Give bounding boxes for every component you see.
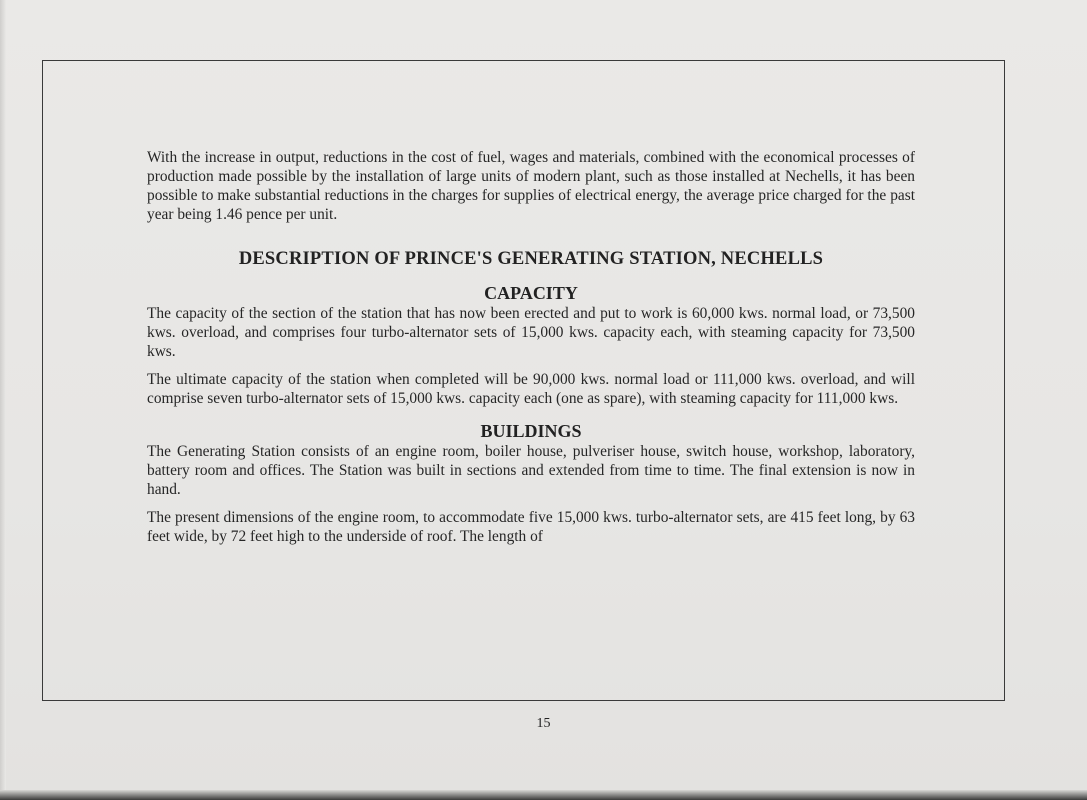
document-body — [147, 148, 915, 546]
spacer — [147, 224, 915, 248]
page-left-shadow — [0, 0, 6, 800]
capacity-paragraph-2: The ultimate capacity of the station when completed will be 90,000 kws. normal load or 111,000 kws. overload, and will comprise seven turbo-alternator sets of 15,000 kws. capacity each (one as spare), with steaming capacity for 111,000 kws. — [147, 371, 915, 407]
main-heading: DESCRIPTION OF PRINCE'S GENERATING STATION, NECHELLS — [238, 249, 824, 269]
buildings-paragraph-2: The present dimensions of the engine room, to accommodate five 15,000 kws. turbo-alternator sets, are 415 feet long, by 63 feet wide, by 72 feet high to the underside of roof. The length of — [147, 509, 915, 545]
page-number: 15 — [536, 716, 551, 731]
spacer — [147, 270, 915, 282]
spacer — [147, 408, 915, 420]
spacer — [147, 499, 915, 508]
buildings-paragraph-1: The Generating Station consists of an engine room, boiler house, pulveriser house, switch house, workshop, laboratory, battery room and offices. The Station was built in sections and extended from time to time. The final extension is now in hand. — [147, 443, 915, 498]
capacity-paragraph-1: The capacity of the section of the station that has now been erected and put to work is 60,000 kws. normal load, or 73,500 kws. overload, and comprises four turbo-alternator sets of 15,000 kws. capacity each, with steaming capacity for 73,500 kws. — [147, 305, 915, 360]
intro-paragraph: With the increase in output, reductions in the cost of fuel, wages and materials, combined with the economical processes of production made possible by the installation of large units of modern plant, such as those installed at Nechells, it has been possible to make substantial reductions in the charges for supplies of electrical energy, the average price charged for the past year being 1.46 pence per unit. — [147, 149, 915, 223]
capacity-heading: CAPACITY — [484, 283, 578, 303]
spacer — [147, 361, 915, 370]
buildings-heading: BUILDINGS — [480, 421, 582, 441]
page-bottom-shadow — [0, 790, 1087, 800]
